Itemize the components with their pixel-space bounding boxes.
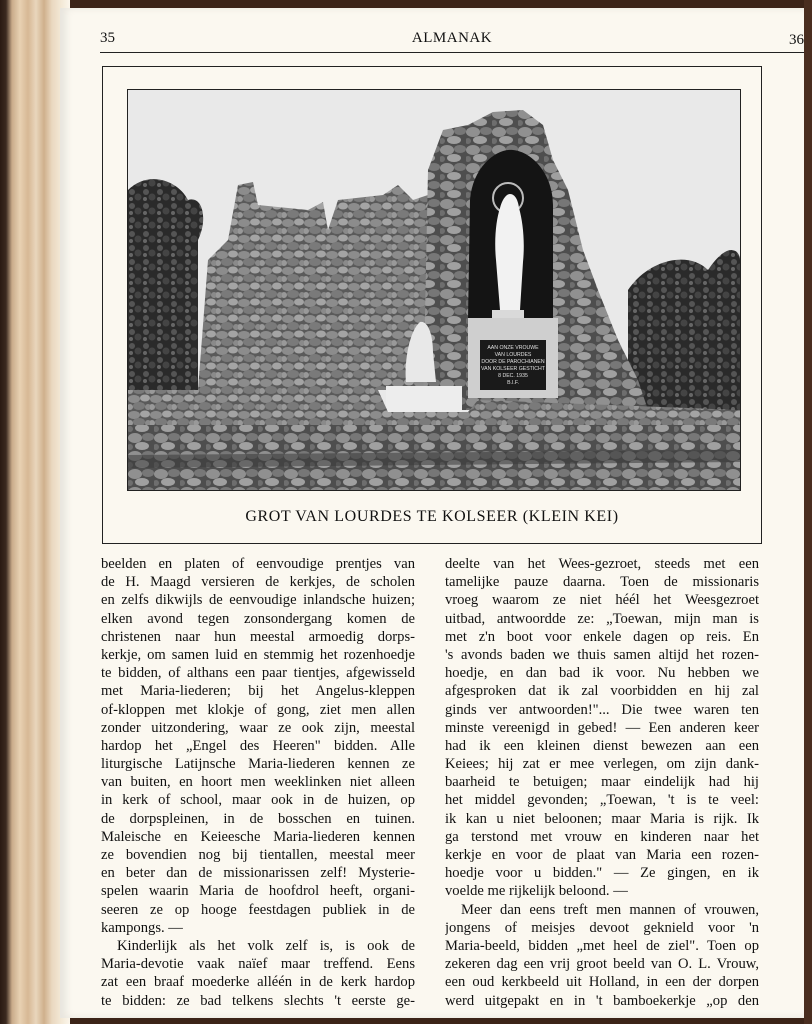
text-line: en zelfs dikwijls de eenvoudige inlandsche huizen;: [101, 592, 415, 609]
text-line: seeren ze op hooge feestdagen publiek in de: [101, 901, 415, 918]
plaque-line: DOOR DE PAROCHIANEN: [481, 359, 545, 365]
book-cover-edge: [804, 0, 812, 1024]
text-line: deelte van het Wees-gezroet, steeds met een: [445, 556, 759, 572]
text-line: elken avond tegen zonsondergang komen de: [101, 610, 415, 627]
text-line: voelde me rijkelijk beloond. —: [445, 883, 628, 900]
plaque-line: B.I.F.: [507, 380, 519, 386]
text-line: of-kloppen met klokje of gong, ziet men allen: [101, 701, 415, 718]
text-line: zekeren dag een vrij groot beeld van O. L. Vrouw,: [445, 956, 759, 973]
text-line: hardop het „Engel des Heeren" bidden. Alle: [101, 737, 415, 754]
text-line: ze bovendien nog bij tientallen, meestal meer: [101, 847, 415, 863]
text-line: Maria-devotie vaak naïef maar treffend. Eens: [101, 956, 415, 973]
text-line: werd uitgepakt en in 't bamboekerkje „op den: [445, 992, 759, 1009]
text-line: Meer dan eens treft men mannen of vrouwen,: [461, 901, 759, 918]
text-column-right: [445, 555, 759, 1010]
text-line: de H. Maagd versieren de kerkjes, de scholen: [101, 574, 415, 591]
text-line: tamelijke pauze daarna. Toen de missionaris: [445, 574, 759, 591]
text-line: beelden en platen of eenvoudige prentjes van: [101, 556, 415, 572]
text-line: te bidden: ze bad telkens slechts 't eerste ge-: [101, 992, 415, 1009]
text-line: ginds ver antwoorden!"... Die twee waren ten: [445, 701, 759, 718]
text-line: jongens of meisjes devoot geknield voor 'n: [445, 919, 759, 936]
text-line: hoedje voor u bidden." — Ze gingen, en ik: [445, 865, 759, 882]
text-line: Maleische en Keieesche Maria-liederen kennen: [101, 828, 415, 845]
figure-caption: GROT VAN LOURDES TE KOLSEER (KLEIN KEI): [245, 508, 619, 525]
text-line: Kinderlijk als het volk zelf is, is ook de: [117, 937, 415, 954]
text-line: hoedje, en dan bad ik voor. Nu hebben we: [445, 665, 759, 682]
text-column-left: [101, 555, 415, 1010]
text-line: kerkje, om samen luid en stemmig het rozenhoedje: [101, 646, 415, 663]
text-line: te bidden, of althans een paar tientjes, afgewisseld: [101, 665, 415, 682]
text-line: afgesproken dat ik zal voorbidden en hij zal: [445, 683, 759, 700]
text-line: met z'n boot voor enkele dagen op reis. En: [445, 628, 759, 645]
text-line: zonder uitzondering, waar ze ook zijn, meestal: [101, 719, 415, 736]
text-line: van buiten, en hoort men weeklinken niet alleen: [101, 774, 415, 791]
text-line: ik kan u niet beloonen; maar Maria is rijk. Ik: [445, 810, 759, 827]
text-line: met Maria-liederen; bij het Angelus-kleppen: [101, 683, 415, 700]
text-line: zat een braaf moederke alléén in de kerk hardop: [101, 974, 415, 991]
text-line: had ik een kleinen dienst bewezen aan een: [445, 737, 759, 754]
text-line: een oud kerkbeeld uit Holland, in een der dorpen: [445, 974, 759, 991]
text-line: kampongs. —: [101, 919, 183, 936]
text-line: Maria-beeld, bidden „met heel de ziel". Toen op: [445, 937, 759, 954]
page-number-right: 36: [789, 32, 804, 48]
text-line: Keiees; hij zat er mee verlegen, om zijn dank-: [445, 756, 759, 773]
text-line: baarheid te betuigen; maar eindelijk had hij: [445, 774, 759, 791]
text-line: kerkje en voor de plaat van Maria een rozen-: [445, 847, 759, 863]
running-header: [100, 28, 804, 53]
text-line: minste vereenigd in gebed! — Een anderen keer: [445, 719, 759, 736]
text-line: in kerk of school, maar ook in de huizen, op: [101, 792, 415, 809]
page-number-left: 35: [100, 30, 115, 46]
text-line: de dorpspleinen, in de bosschen en tuinen.: [101, 810, 415, 827]
grotto-photo: [127, 89, 741, 491]
text-line: vroeg waarom ze niet héél het Weesgezroet: [445, 592, 759, 609]
text-line: ga terstond met vrouw en kinderen naar het: [445, 828, 759, 845]
text-line: 's avonds baden we thuis samen altijd het rozen-: [445, 646, 759, 663]
plaque-line: 8 DEC. 1935: [498, 373, 528, 379]
figure-frame: [102, 66, 762, 544]
text-line: spelen waarin Maria de hoofdrol heeft, organi-: [101, 883, 415, 900]
text-line: liturgische Latijnsche Maria-liederen kennen ze: [101, 756, 415, 773]
plaque-line: AAN ONZE VROUWE: [487, 345, 539, 351]
plaque-line: VAN KOLSEER GESTICHT: [481, 366, 545, 372]
text-line: christenen naar hun meestal armoedig dorps-: [101, 628, 415, 645]
book-page: [60, 8, 804, 1018]
text-line: het middel gevonden; „Toewan, 't is te veel:: [445, 792, 759, 809]
running-title: ALMANAK: [411, 30, 493, 46]
plaque-line: VAN LOURDES: [494, 352, 532, 358]
text-line: uitbad, antwoordde ze: „Toewan, mijn man is: [445, 610, 759, 627]
text-line: en beter dan de missionarissen zelf! Mysterie-: [101, 865, 415, 882]
